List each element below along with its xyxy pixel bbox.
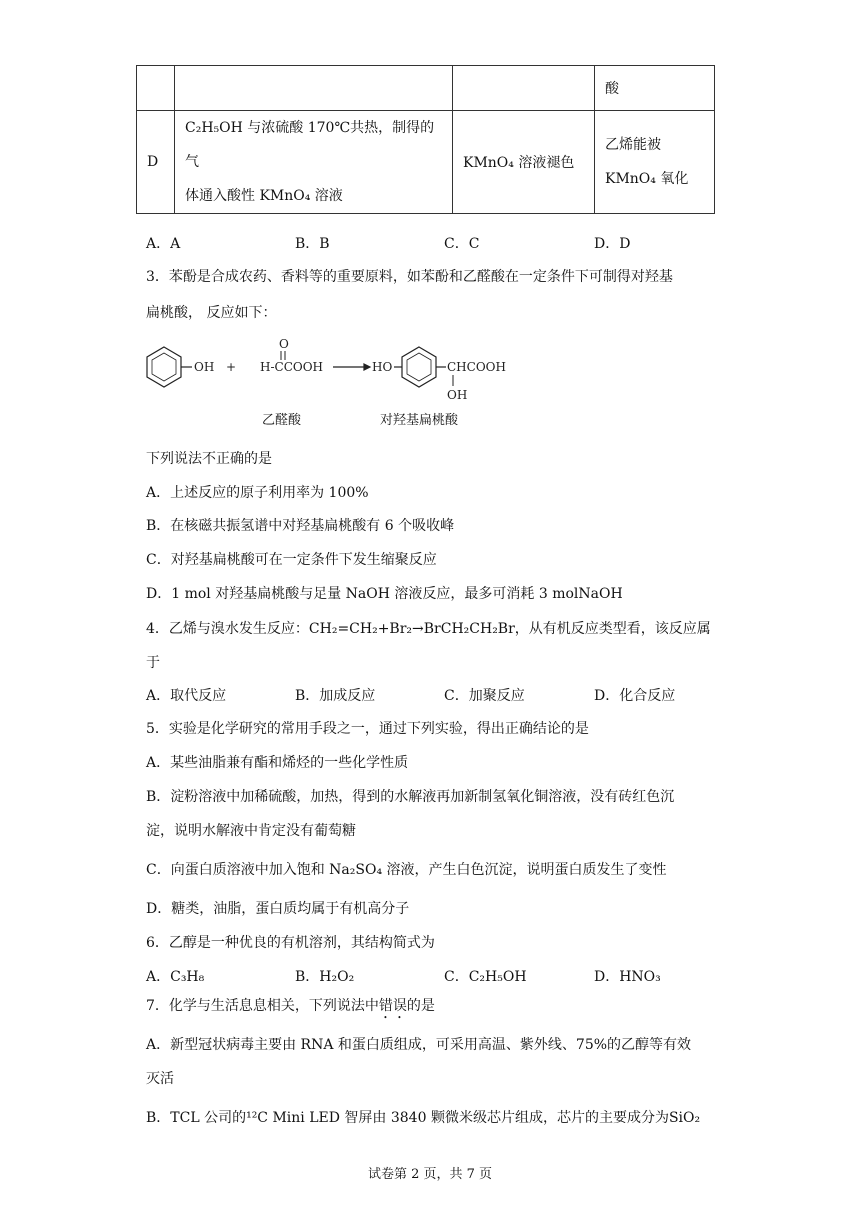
conclusion-line: 乙烯能被 (605, 137, 661, 153)
table-cell-operation (175, 66, 453, 111)
page-footer: 试卷第 2 页，共 7 页 (367, 1167, 493, 1182)
product-name-label: 对羟基扁桃酸 (380, 413, 459, 428)
q7-stem-suffix: 的是 (406, 998, 435, 1014)
q4-stem-line: 4．乙烯与溴水发生反应：CH₂=CH₂+Br₂→BrCH₂CH₂Br，从有机反应类型看，该反应属 (146, 621, 711, 637)
q3-option-b: B．在核磁共振氢谱中对羟基扁桃酸有 6 个吸收峰 (146, 518, 455, 534)
table-row (137, 66, 715, 111)
q5-option-c: C．向蛋白质溶液中加入饱和 Na₂SO₄ 溶液，产生白色沉淀，说明蛋白质发生了变性 (146, 862, 667, 878)
reaction-arrow-icon (333, 364, 370, 370)
q3-stem-line: 扁桃酸， 反应如下： (146, 305, 277, 321)
q2-option-c: C．C (444, 236, 480, 252)
benzene-ring-icon (147, 347, 192, 387)
q7-stem (146, 995, 435, 1022)
q7-option-a-line: A．新型冠状病毒主要由 RNA 和蛋白质组成，可采用高温、紫外线、75%的乙醇等有效 (146, 1037, 692, 1053)
q3-ask: 下列说法不正确的是 (146, 451, 272, 467)
q4-option-d: D．化合反应 (594, 688, 676, 704)
q3-stem-line: 3．苯酚是合成农药、香料等的重要原料，如苯酚和乙醛酸在一定条件下可制得对羟基 (146, 269, 673, 285)
q3-option-d: D．1 mol 对羟基扁桃酸与足量 NaOH 溶液反应，最多可消耗 3 molNaOH (146, 586, 623, 602)
q5-option-b-line: 淀，说明水解液中肯定没有葡萄糖 (146, 823, 356, 839)
reaction-scheme (140, 330, 560, 430)
q6-option-b: B．H₂O₂ (295, 969, 355, 985)
product-chain-label: CHCOOH (447, 360, 506, 374)
operation-line: 体通入酸性 KMnO₄ 溶液 (185, 188, 343, 204)
q2-option-d: D．D (594, 236, 631, 252)
table-row (137, 111, 715, 214)
table-cell-phenomenon: KMnO₄ 溶液褪色 (453, 111, 595, 214)
glyoxylic-acid-formula: H-CCOOH (260, 360, 324, 374)
operation-line: C₂H₅OH 与浓硫酸 170℃共热，制得的气 (185, 120, 435, 170)
q6-stem: 6．乙醇是一种优良的有机溶剂，其结构简式为 (146, 935, 435, 951)
q6-option-a: A．C₃H₈ (146, 969, 205, 985)
q5-option-d: D．糖类，油脂，蛋白质均属于有机高分子 (146, 901, 410, 917)
experiment-table (136, 65, 715, 214)
q5-option-b-line: B．淀粉溶液中加稀硫酸，加热，得到的水解液再加新制氢氧化铜溶液，没有砖红色沉 (146, 789, 675, 805)
q7-stem-prefix: 7．化学与生活息息相关，下列说法中 (146, 998, 379, 1014)
q6-option-d: D．HNO₃ (594, 969, 661, 985)
table-cell-label: D (137, 111, 175, 214)
table-cell-label (137, 66, 175, 111)
q5-stem: 5．实验是化学研究的常用手段之一，通过下列实验，得出正确结论的是 (146, 721, 589, 737)
q2-option-a: A．A (146, 236, 181, 252)
plus-sign: + (226, 360, 237, 374)
carbonyl-o-label: O (279, 337, 289, 351)
conclusion-line: KMnO₄ 氧化 (605, 171, 689, 187)
table-cell-phenomenon (453, 66, 595, 111)
double-bond-icon (281, 351, 285, 360)
q2-option-b: B．B (295, 236, 330, 252)
product-oh-label: OH (447, 388, 468, 402)
q7-option-b: B．TCL 公司的¹²C Mini LED 智屏由 3840 颗微米级芯片组成，芯片的主要成分为SiO₂ (146, 1110, 701, 1126)
table-cell-conclusion (595, 111, 715, 214)
q4-option-c: C．加聚反应 (444, 688, 525, 704)
q3-option-c: C．对羟基扁桃酸可在一定条件下发生缩聚反应 (146, 552, 437, 568)
q6-option-c: C．C₂H₅OH (444, 969, 527, 985)
q7-stem-emphasis: 错误 (378, 998, 407, 1014)
q4-stem-line: 于 (146, 655, 160, 671)
reagent-name-label: 乙醛酸 (262, 413, 302, 428)
table-cell-conclusion: 酸 (595, 66, 715, 111)
q3-option-a: A．上述反应的原子利用率为 100% (146, 485, 369, 501)
q4-option-a: A．取代反应 (146, 688, 227, 704)
phenol-oh-label: OH (194, 360, 215, 374)
q5-option-a: A．某些油脂兼有酯和烯烃的一些化学性质 (146, 755, 409, 771)
table-cell-operation (175, 111, 453, 214)
q7-option-a-line: 灭活 (146, 1071, 174, 1087)
product-ho-label: HO (372, 360, 393, 374)
q4-option-b: B．加成反应 (295, 688, 376, 704)
benzene-ring-icon (394, 347, 446, 387)
